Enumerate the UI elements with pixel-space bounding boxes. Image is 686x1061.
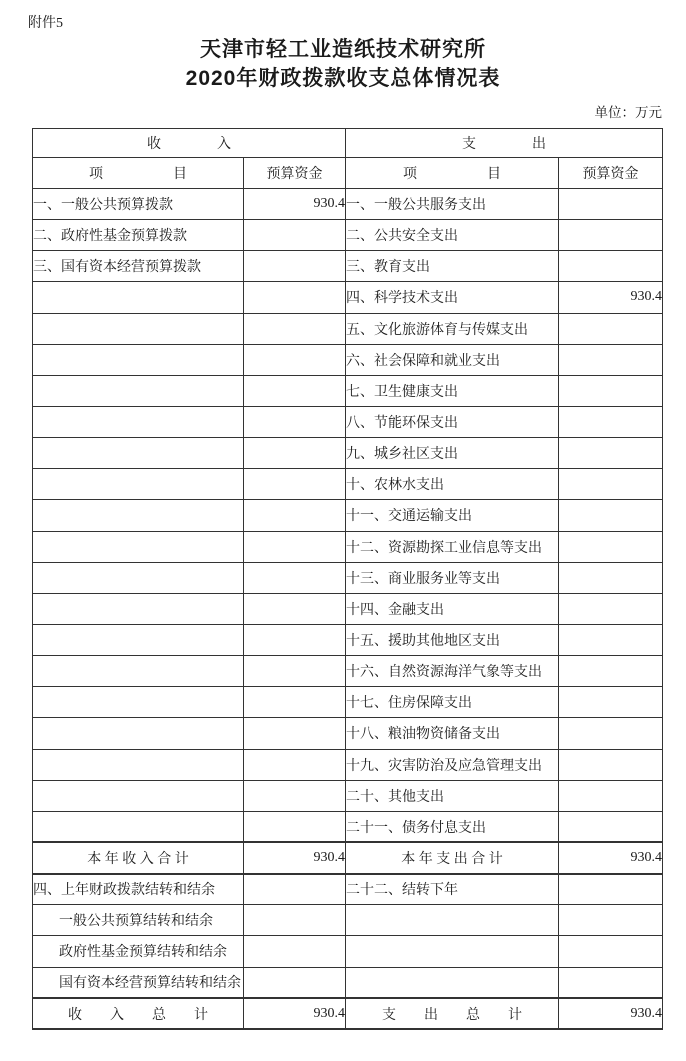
table-row [33, 998, 663, 1029]
expense-item-cell: 五、文化旅游体育与传媒支出 [346, 313, 559, 344]
income-value-cell [244, 344, 346, 375]
income-value-cell [244, 251, 346, 282]
expense-value-cell [559, 375, 663, 406]
table-row [33, 749, 663, 780]
expense-item-cell [346, 967, 559, 998]
expense-budget-column-header: 预算资金 [559, 158, 663, 189]
table-row [33, 811, 663, 842]
income-item-cell [33, 469, 244, 500]
expense-item-cell: 八、节能环保支出 [346, 406, 559, 437]
expense-item-cell: 九、城乡社区支出 [346, 438, 559, 469]
expense-item-cell: 本 年 支 出 合 计 [346, 842, 559, 873]
income-value-cell [244, 469, 346, 500]
income-value-cell [244, 531, 346, 562]
expense-value-cell [559, 220, 663, 251]
income-value-cell [244, 562, 346, 593]
income-value-cell: 930.4 [244, 189, 346, 220]
expense-item-cell: 十五、援助其他地区支出 [346, 624, 559, 655]
income-item-cell [33, 406, 244, 437]
income-item-cell [33, 531, 244, 562]
income-value-cell [244, 749, 346, 780]
income-item-cell [33, 282, 244, 313]
expense-item-cell: 四、科学技术支出 [346, 282, 559, 313]
expense-item-cell: 十二、资源勘探工业信息等支出 [346, 531, 559, 562]
income-value-cell [244, 967, 346, 998]
expense-value-cell: 930.4 [559, 842, 663, 873]
table-row [33, 220, 663, 251]
income-item-cell: 四、上年财政拨款结转和结余 [33, 874, 244, 905]
income-value-cell [244, 593, 346, 624]
table-row [33, 251, 663, 282]
income-item-cell [33, 749, 244, 780]
income-item-cell: 收 入 总 计 [33, 998, 244, 1029]
income-value-cell [244, 313, 346, 344]
expense-item-cell: 十八、粮油物资储备支出 [346, 718, 559, 749]
income-value-cell [244, 624, 346, 655]
income-budget-column-header: 预算资金 [244, 158, 346, 189]
expense-value-cell [559, 251, 663, 282]
income-item-cell [33, 593, 244, 624]
income-item-cell: 本 年 收 入 合 计 [33, 842, 244, 873]
expense-item-cell: 十七、住房保障支出 [346, 687, 559, 718]
income-item-cell [33, 811, 244, 842]
expense-value-cell [559, 189, 663, 220]
expense-value-cell [559, 406, 663, 437]
unit-label: 单位：万元 [594, 105, 662, 120]
expense-item-column-header: 项 目 [346, 158, 559, 189]
table-row [33, 406, 663, 437]
income-value-cell [244, 780, 346, 811]
expense-value-cell [559, 656, 663, 687]
income-item-cell: 一般公共预算结转和结余 [33, 905, 244, 936]
expense-value-cell [559, 874, 663, 905]
attachment-label: 附件5 [28, 16, 63, 31]
income-item-cell: 国有资本经营预算结转和结余 [33, 967, 244, 998]
expense-value-cell [559, 593, 663, 624]
table-row [33, 531, 663, 562]
table-row [33, 780, 663, 811]
expense-value-cell [559, 905, 663, 936]
document-title-line1: 天津市轻工业造纸技术研究所 [200, 38, 486, 61]
table-row [33, 500, 663, 531]
expense-item-cell: 二十、其他支出 [346, 780, 559, 811]
income-value-cell [244, 282, 346, 313]
table-row [33, 469, 663, 500]
table-row [33, 718, 663, 749]
income-value-cell [244, 375, 346, 406]
income-item-cell [33, 718, 244, 749]
income-item-cell [33, 687, 244, 718]
expense-value-cell [559, 687, 663, 718]
expense-item-cell: 十、农林水支出 [346, 469, 559, 500]
income-item-column-header: 项 目 [33, 158, 244, 189]
expense-value-cell [559, 718, 663, 749]
table-header-columns [33, 158, 663, 189]
income-item-cell [33, 313, 244, 344]
income-item-cell [33, 500, 244, 531]
income-section-header: 收 入 [33, 129, 346, 158]
expense-value-cell [559, 780, 663, 811]
income-item-cell: 三、国有资本经营预算拨款 [33, 251, 244, 282]
budget-table [32, 128, 663, 1030]
table-header-sections [33, 129, 663, 158]
income-value-cell [244, 220, 346, 251]
table-row [33, 874, 663, 905]
table-row [33, 438, 663, 469]
income-value-cell [244, 811, 346, 842]
income-value-cell [244, 718, 346, 749]
expense-item-cell: 三、教育支出 [346, 251, 559, 282]
income-value-cell [244, 656, 346, 687]
expense-value-cell [559, 624, 663, 655]
expense-value-cell [559, 811, 663, 842]
table-row [33, 624, 663, 655]
expense-item-cell: 六、社会保障和就业支出 [346, 344, 559, 375]
table-body [33, 189, 663, 1030]
expense-value-cell [559, 967, 663, 998]
table-row [33, 593, 663, 624]
income-item-cell [33, 656, 244, 687]
expense-value-cell [559, 749, 663, 780]
table-row [33, 936, 663, 967]
expense-value-cell: 930.4 [559, 282, 663, 313]
expense-item-cell: 二、公共安全支出 [346, 220, 559, 251]
income-value-cell [244, 905, 346, 936]
expense-item-cell: 一、一般公共服务支出 [346, 189, 559, 220]
income-value-cell [244, 438, 346, 469]
income-item-cell [33, 624, 244, 655]
expense-value-cell [559, 313, 663, 344]
expense-value-cell [559, 531, 663, 562]
expense-item-cell: 十三、商业服务业等支出 [346, 562, 559, 593]
expense-section-header: 支 出 [346, 129, 663, 158]
table-row [33, 842, 663, 873]
income-value-cell: 930.4 [244, 842, 346, 873]
income-item-cell [33, 438, 244, 469]
document-title-line2: 2020年财政拨款收支总体情况表 [185, 67, 501, 90]
table-row [33, 189, 663, 220]
income-item-cell: 一、一般公共预算拨款 [33, 189, 244, 220]
table-row [33, 967, 663, 998]
expense-value-cell: 930.4 [559, 998, 663, 1029]
expense-item-cell: 十九、灾害防治及应急管理支出 [346, 749, 559, 780]
expense-value-cell [559, 500, 663, 531]
table-row [33, 687, 663, 718]
income-value-cell: 930.4 [244, 998, 346, 1029]
expense-item-cell: 十六、自然资源海洋气象等支出 [346, 656, 559, 687]
expense-value-cell [559, 469, 663, 500]
expense-item-cell: 支 出 总 计 [346, 998, 559, 1029]
expense-item-cell: 十四、金融支出 [346, 593, 559, 624]
income-item-cell [33, 375, 244, 406]
table-row [33, 313, 663, 344]
income-item-cell [33, 562, 244, 593]
income-value-cell [244, 874, 346, 905]
expense-value-cell [559, 344, 663, 375]
table-row [33, 656, 663, 687]
expense-item-cell: 七、卫生健康支出 [346, 375, 559, 406]
expense-item-cell: 二十一、债务付息支出 [346, 811, 559, 842]
income-item-cell: 政府性基金预算结转和结余 [33, 936, 244, 967]
table-row [33, 375, 663, 406]
income-item-cell [33, 344, 244, 375]
income-value-cell [244, 936, 346, 967]
table-row [33, 905, 663, 936]
expense-item-cell: 十一、交通运输支出 [346, 500, 559, 531]
income-item-cell: 二、政府性基金预算拨款 [33, 220, 244, 251]
expense-item-cell [346, 905, 559, 936]
table-row [33, 282, 663, 313]
expense-item-cell [346, 936, 559, 967]
income-value-cell [244, 687, 346, 718]
expense-item-cell: 二十二、结转下年 [346, 874, 559, 905]
table-row [33, 344, 663, 375]
expense-value-cell [559, 438, 663, 469]
income-value-cell [244, 406, 346, 437]
income-value-cell [244, 500, 346, 531]
income-item-cell [33, 780, 244, 811]
expense-value-cell [559, 562, 663, 593]
table-row [33, 562, 663, 593]
expense-value-cell [559, 936, 663, 967]
